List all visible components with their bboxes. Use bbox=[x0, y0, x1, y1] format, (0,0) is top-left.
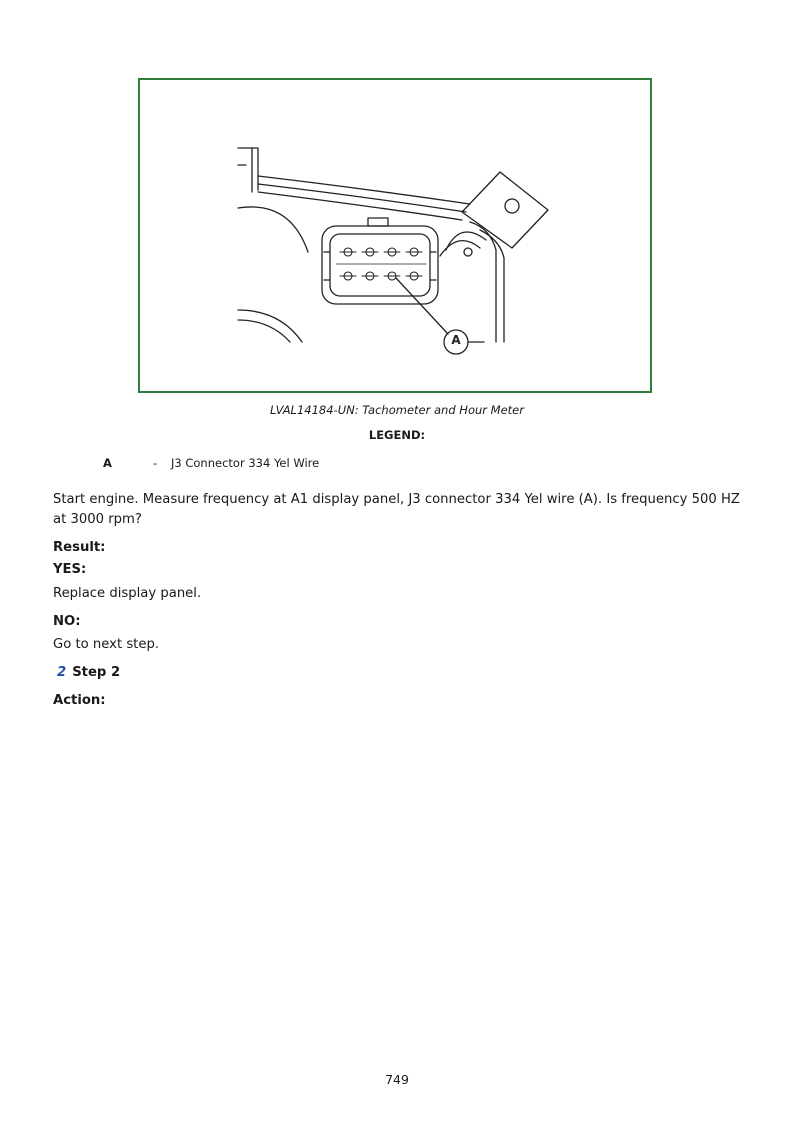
step-heading bbox=[57, 663, 747, 683]
step-number: 2 bbox=[57, 665, 67, 680]
figure-caption: LVAL14184-UN: Tachometer and Hour Meter bbox=[270, 403, 524, 417]
page-number: 749 bbox=[385, 1072, 409, 1087]
no-text: Go to next step. bbox=[53, 637, 160, 652]
callout-label-a: A bbox=[451, 333, 461, 347]
step-label: Step 2 bbox=[72, 665, 121, 680]
no-label: NO: bbox=[53, 614, 81, 629]
yes-text: Replace display panel. bbox=[53, 586, 202, 601]
connector-illustration bbox=[140, 80, 650, 391]
result-label: Result: bbox=[53, 540, 106, 555]
legend-title: LEGEND: bbox=[368, 428, 426, 442]
action-label: Action: bbox=[53, 693, 106, 708]
figure-frame bbox=[138, 78, 652, 393]
yes-label: YES: bbox=[53, 562, 87, 577]
instruction-text: Start engine. Measure frequency at A1 display panel, J3 connector 334 Yel wire (A). Is frequency 500 HZ at 3000 rpm? bbox=[53, 492, 740, 527]
legend-key: A bbox=[103, 456, 112, 470]
legend-dash: - bbox=[153, 456, 158, 470]
legend-description: J3 Connector 334 Yel Wire bbox=[171, 456, 320, 470]
